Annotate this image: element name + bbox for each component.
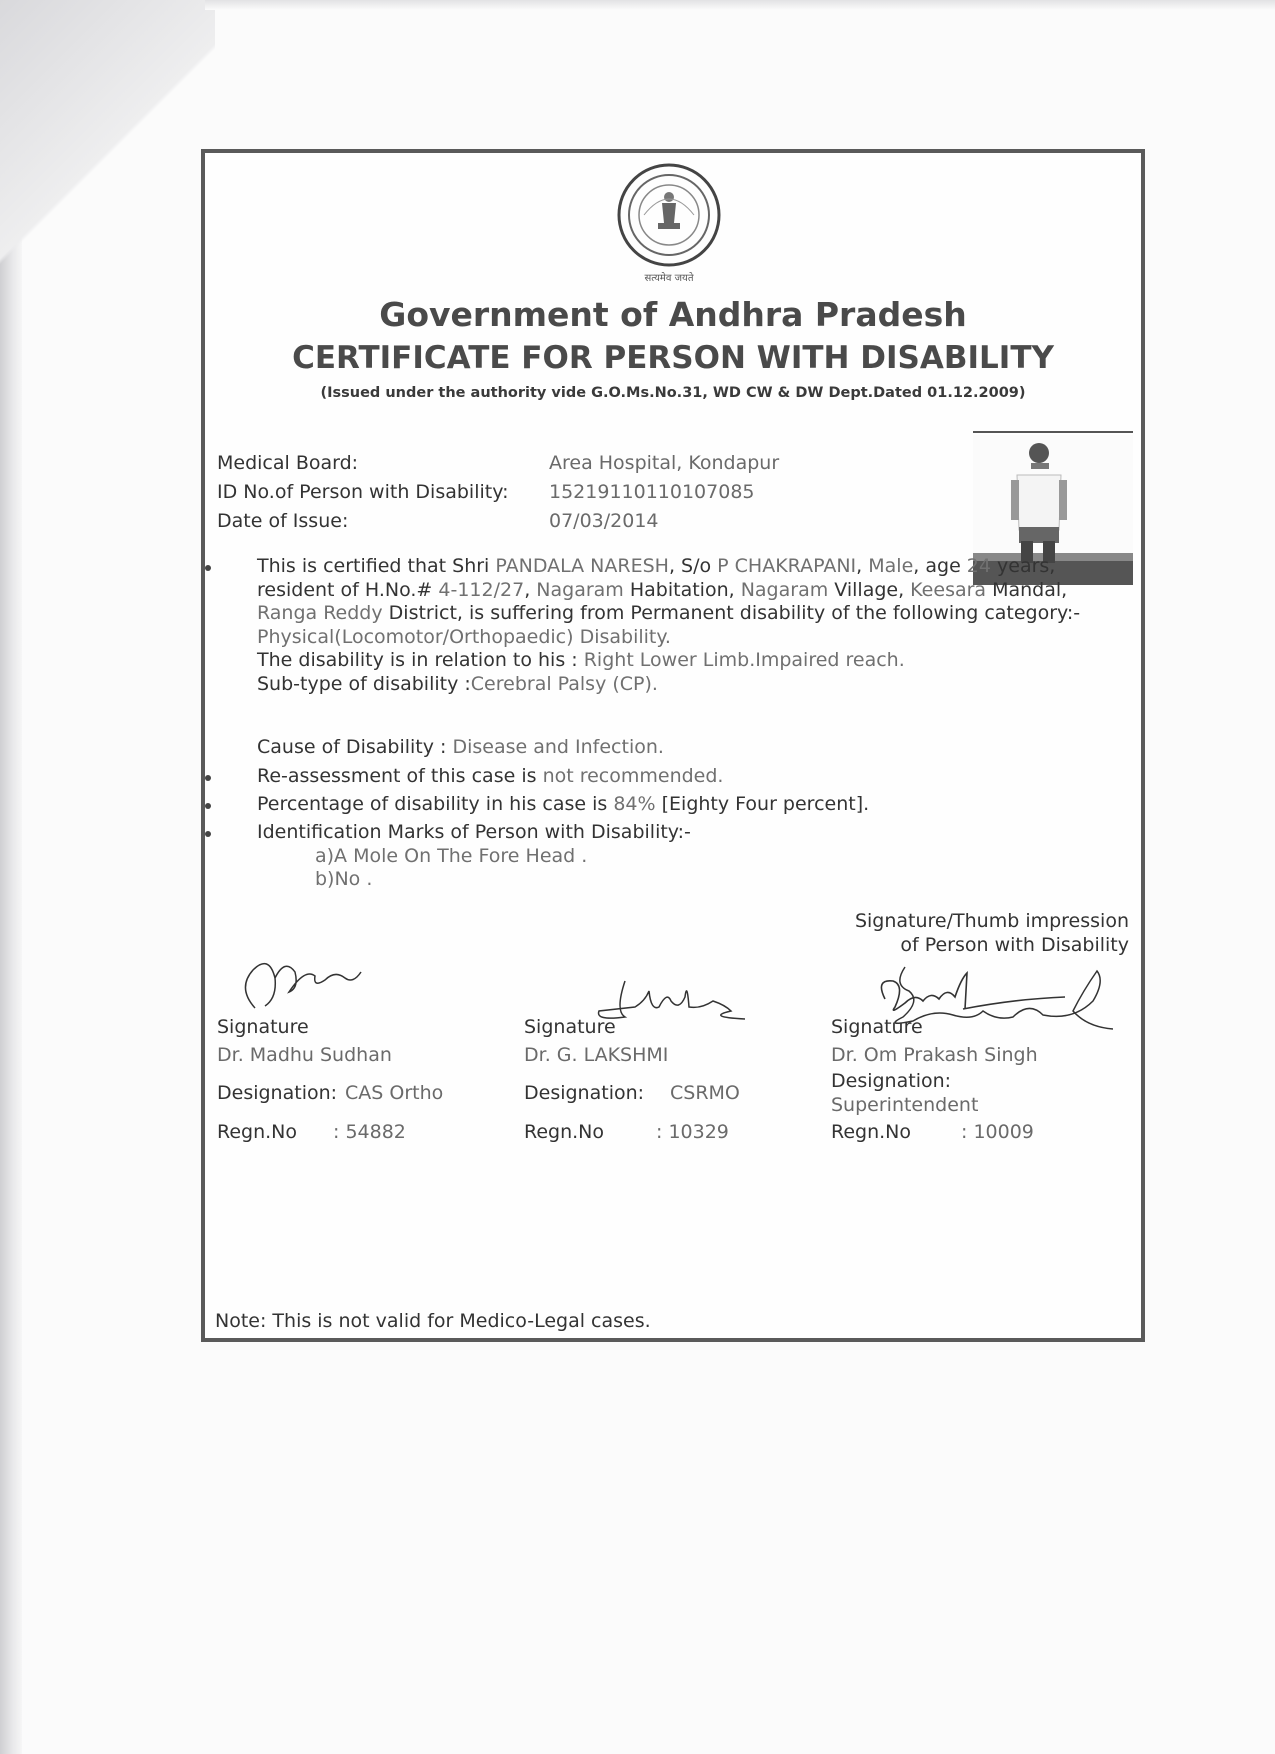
margin-dot xyxy=(205,831,211,837)
signatory-designation: CSRMO xyxy=(670,1082,740,1104)
state-emblem-icon xyxy=(614,163,724,285)
signature-madhu-sudhan xyxy=(235,948,385,1018)
authority-subtitle: (Issued under the authority vide G.O.Ms.No.31, WD CW & DW Dept.Dated 01.12.2009) xyxy=(320,385,1026,401)
date-label: Date of Issue: xyxy=(217,510,349,532)
government-heading: Government of Andhra Pradesh xyxy=(379,295,967,334)
scan-fold xyxy=(0,0,215,360)
signatory-regn: : 10009 xyxy=(961,1121,1034,1143)
identification-marks: Identification Marks of Person with Disability:- a)A Mole On The Fore Head . b)No . xyxy=(257,821,1127,892)
date-value: 07/03/2014 xyxy=(549,510,659,532)
disability-relation: Right Lower Limb.Impaired reach. xyxy=(583,649,905,671)
thumb-label-line1: Signature/Thumb impression xyxy=(854,910,1129,932)
signatory-designation: Superintendent xyxy=(831,1094,979,1116)
validity-note: Note: This is not valid for Medico-Legal cases. xyxy=(215,1310,651,1332)
photo-rule xyxy=(973,431,1133,433)
signatory-name: Dr. G. LAKSHMI xyxy=(524,1044,669,1066)
id-value: 15219110110107085 xyxy=(549,481,755,503)
certificate-title: CERTIFICATE FOR PERSON WITH DISABILITY xyxy=(292,340,1054,376)
reassessment-line: Re-assessment of this case is not recommended. xyxy=(257,765,1127,789)
margin-dot xyxy=(205,565,211,571)
cause-line: Cause of Disability : Disease and Infection. xyxy=(257,736,664,758)
medical-board-label: Medical Board: xyxy=(217,452,359,474)
signatory-name: Dr. Om Prakash Singh xyxy=(831,1044,1038,1066)
margin-dot xyxy=(205,803,211,809)
certificate-frame: सत्यमेव जयते Government of Andhra Pradesh CERTIFICATE FOR PERSON WITH DISABILITY (Issued under the authority vide G.O.Ms.No.31, WD CW & DW Dept.Dated 01.12.2009) Medical Board: Area Hospital, Kondapur ID No.of Person with Disability: 15219110110107085 Date of Issue: 07/03/2014 This is certified that Shri PANDALA NARESH, S/o P CHAKRAPANI, Male, age 24 years, resident of H.No.# 4-112/27, Nagaram Habitation, Nagaram Village, Keesara Mandal, Ranga Reddy District, is suffering from Permanent disability of the following category:- Physical(Locomotor/Orthopaedic) Disability. The disability is in relation to his : Right Lower Limb.Impaired reach. Sub-type of disability :Cerebral Palsy (CP). Cause of Disability : Disease and Infection. Re-assessment of this case is not recommended. Percentage of disability in his case is 84% [Eighty Four percent]. Identification Marks of Person with Disability:- a)A Mole On The Fore Head . b)No . Signature/Thumb impression of Person with Disability Signature Dr. Madhu Sudhan Designation: CAS Ortho Regn.No : 54882 Signature Dr. G. LAKSHMI Designation: CSRMO Regn.No : 10329 Signature Dr. Om Prakash Singh Designation: Superintendent Regn.No : 10009 Note: This is not valid for Medico-Legal cases. xyxy=(201,149,1145,1342)
scan-top-edge xyxy=(205,0,1275,10)
signatory-regn: : 10329 xyxy=(656,1121,729,1143)
id-label: ID No.of Person with Disability: xyxy=(217,481,509,503)
certification-paragraph: This is certified that Shri PANDALA NARESH, S/o P CHAKRAPANI, Male, age 24 years, resident of H.No.# 4-112/27, Nagaram Habitation, Nagaram Village, Keesara Mandal, Ranga Reddy District, is suffering from Permanent disability of the following category:- Physical(Locomotor/Orthopaedic) Disability. The disability is in relation to his : Right Lower Limb.Impaired reach. Sub-type of disability :Cerebral Palsy (CP). xyxy=(257,555,1127,696)
signatory-designation: CAS Ortho xyxy=(345,1082,444,1104)
svg-text:सत्यमेव जयते: सत्यमेव जयते xyxy=(644,273,694,284)
percentage-line: Percentage of disability in his case is 84% [Eighty Four percent]. xyxy=(257,793,1127,817)
disability-subtype: Cerebral Palsy (CP). xyxy=(470,672,658,695)
medical-board-value: Area Hospital, Kondapur xyxy=(549,452,780,474)
signatory-regn: : 54882 xyxy=(333,1121,406,1143)
signatory-name: Dr. Madhu Sudhan xyxy=(217,1044,392,1066)
margin-dot xyxy=(205,775,211,781)
thumb-label-line2: of Person with Disability xyxy=(900,934,1129,956)
disability-category: Physical(Locomotor/Orthopaedic) Disability. xyxy=(257,625,671,648)
